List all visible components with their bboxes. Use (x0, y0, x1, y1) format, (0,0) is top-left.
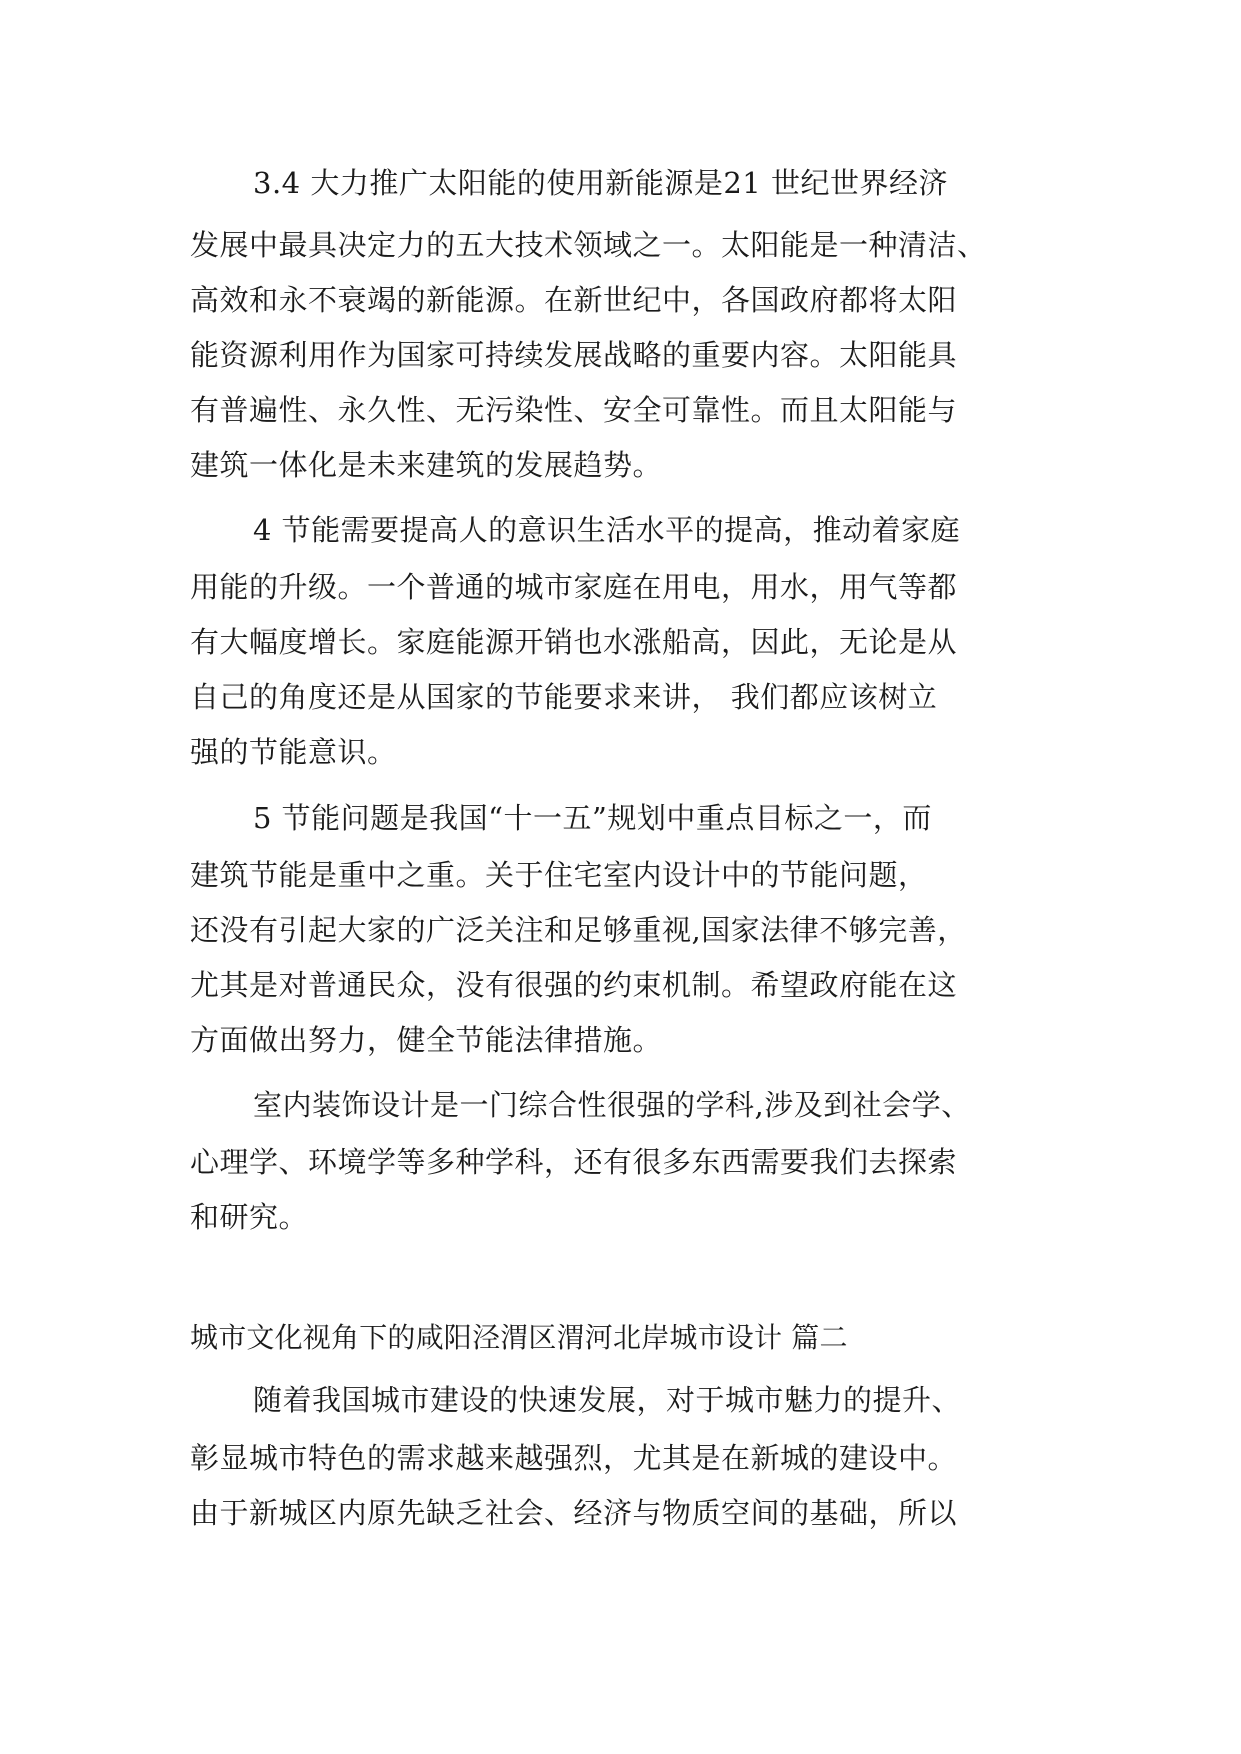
paragraph-line: 4 节能需要提高人的意识生活水平的提高，推动着家庭 (253, 513, 961, 547)
paragraph-line: 和研究。 (190, 1200, 309, 1234)
paragraph-line: 强的节能意识。 (190, 735, 397, 769)
paragraph-line: 随着我国城市建设的快速发展，对于城市魅力的提升、 (253, 1383, 962, 1417)
paragraph-line: 有大幅度增长。家庭能源开销也水涨船高，因此，无论是从 (190, 625, 958, 659)
paragraph-line: 建筑一体化是未来建筑的发展趋势。 (190, 448, 663, 482)
paragraph-line: 室内装饰设计是一门综合性很强的学科,涉及到社会学、 (253, 1088, 971, 1122)
paragraph-line: 5 节能问题是我国“十一五”规划中重点目标之一，而 (253, 801, 932, 835)
paragraph-line: 还没有引起大家的广泛关注和足够重视,国家法律不够完善， (190, 913, 967, 947)
paragraph-line: 用能的升级。一个普通的城市家庭在用电，用水，用气等都 (190, 570, 958, 604)
paragraph-line: 自己的角度还是从国家的节能要求来讲， 我们都应该树立 (190, 680, 938, 714)
paragraph-line: 发展中最具决定力的五大技术领域之一。太阳能是一种清洁、 (190, 228, 987, 262)
paragraph-line: 3.4 大力推广太阳能的使用新能源是21 世纪世界经济 (253, 166, 948, 200)
paragraph-line: 心理学、环境学等多种学科，还有很多东西需要我们去探索 (190, 1145, 958, 1179)
paragraph-line: 能资源利用作为国家可持续发展战略的重要内容。太阳能具 (190, 338, 958, 372)
paragraph-line: 彰显城市特色的需求越来越强烈，尤其是在新城的建设中。 (190, 1441, 958, 1475)
paragraph-line: 高效和永不衰竭的新能源。在新世纪中，各国政府都将太阳 (190, 283, 958, 317)
paragraph-line: 建筑节能是重中之重。关于住宅室内设计中的节能问题， (190, 858, 928, 892)
paragraph-line: 方面做出努力，健全节能法律措施。 (190, 1023, 663, 1057)
paragraph-line: 尤其是对普通民众，没有很强的约束机制。希望政府能在这 (190, 968, 958, 1002)
paragraph-line: 有普遍性、永久性、无污染性、安全可靠性。而且太阳能与 (190, 393, 958, 427)
section-heading: 城市文化视角下的咸阳泾渭区渭河北岸城市设计 篇二 (190, 1321, 848, 1354)
paragraph-line: 由于新城区内原先缺乏社会、经济与物质空间的基础，所以 (190, 1496, 958, 1530)
